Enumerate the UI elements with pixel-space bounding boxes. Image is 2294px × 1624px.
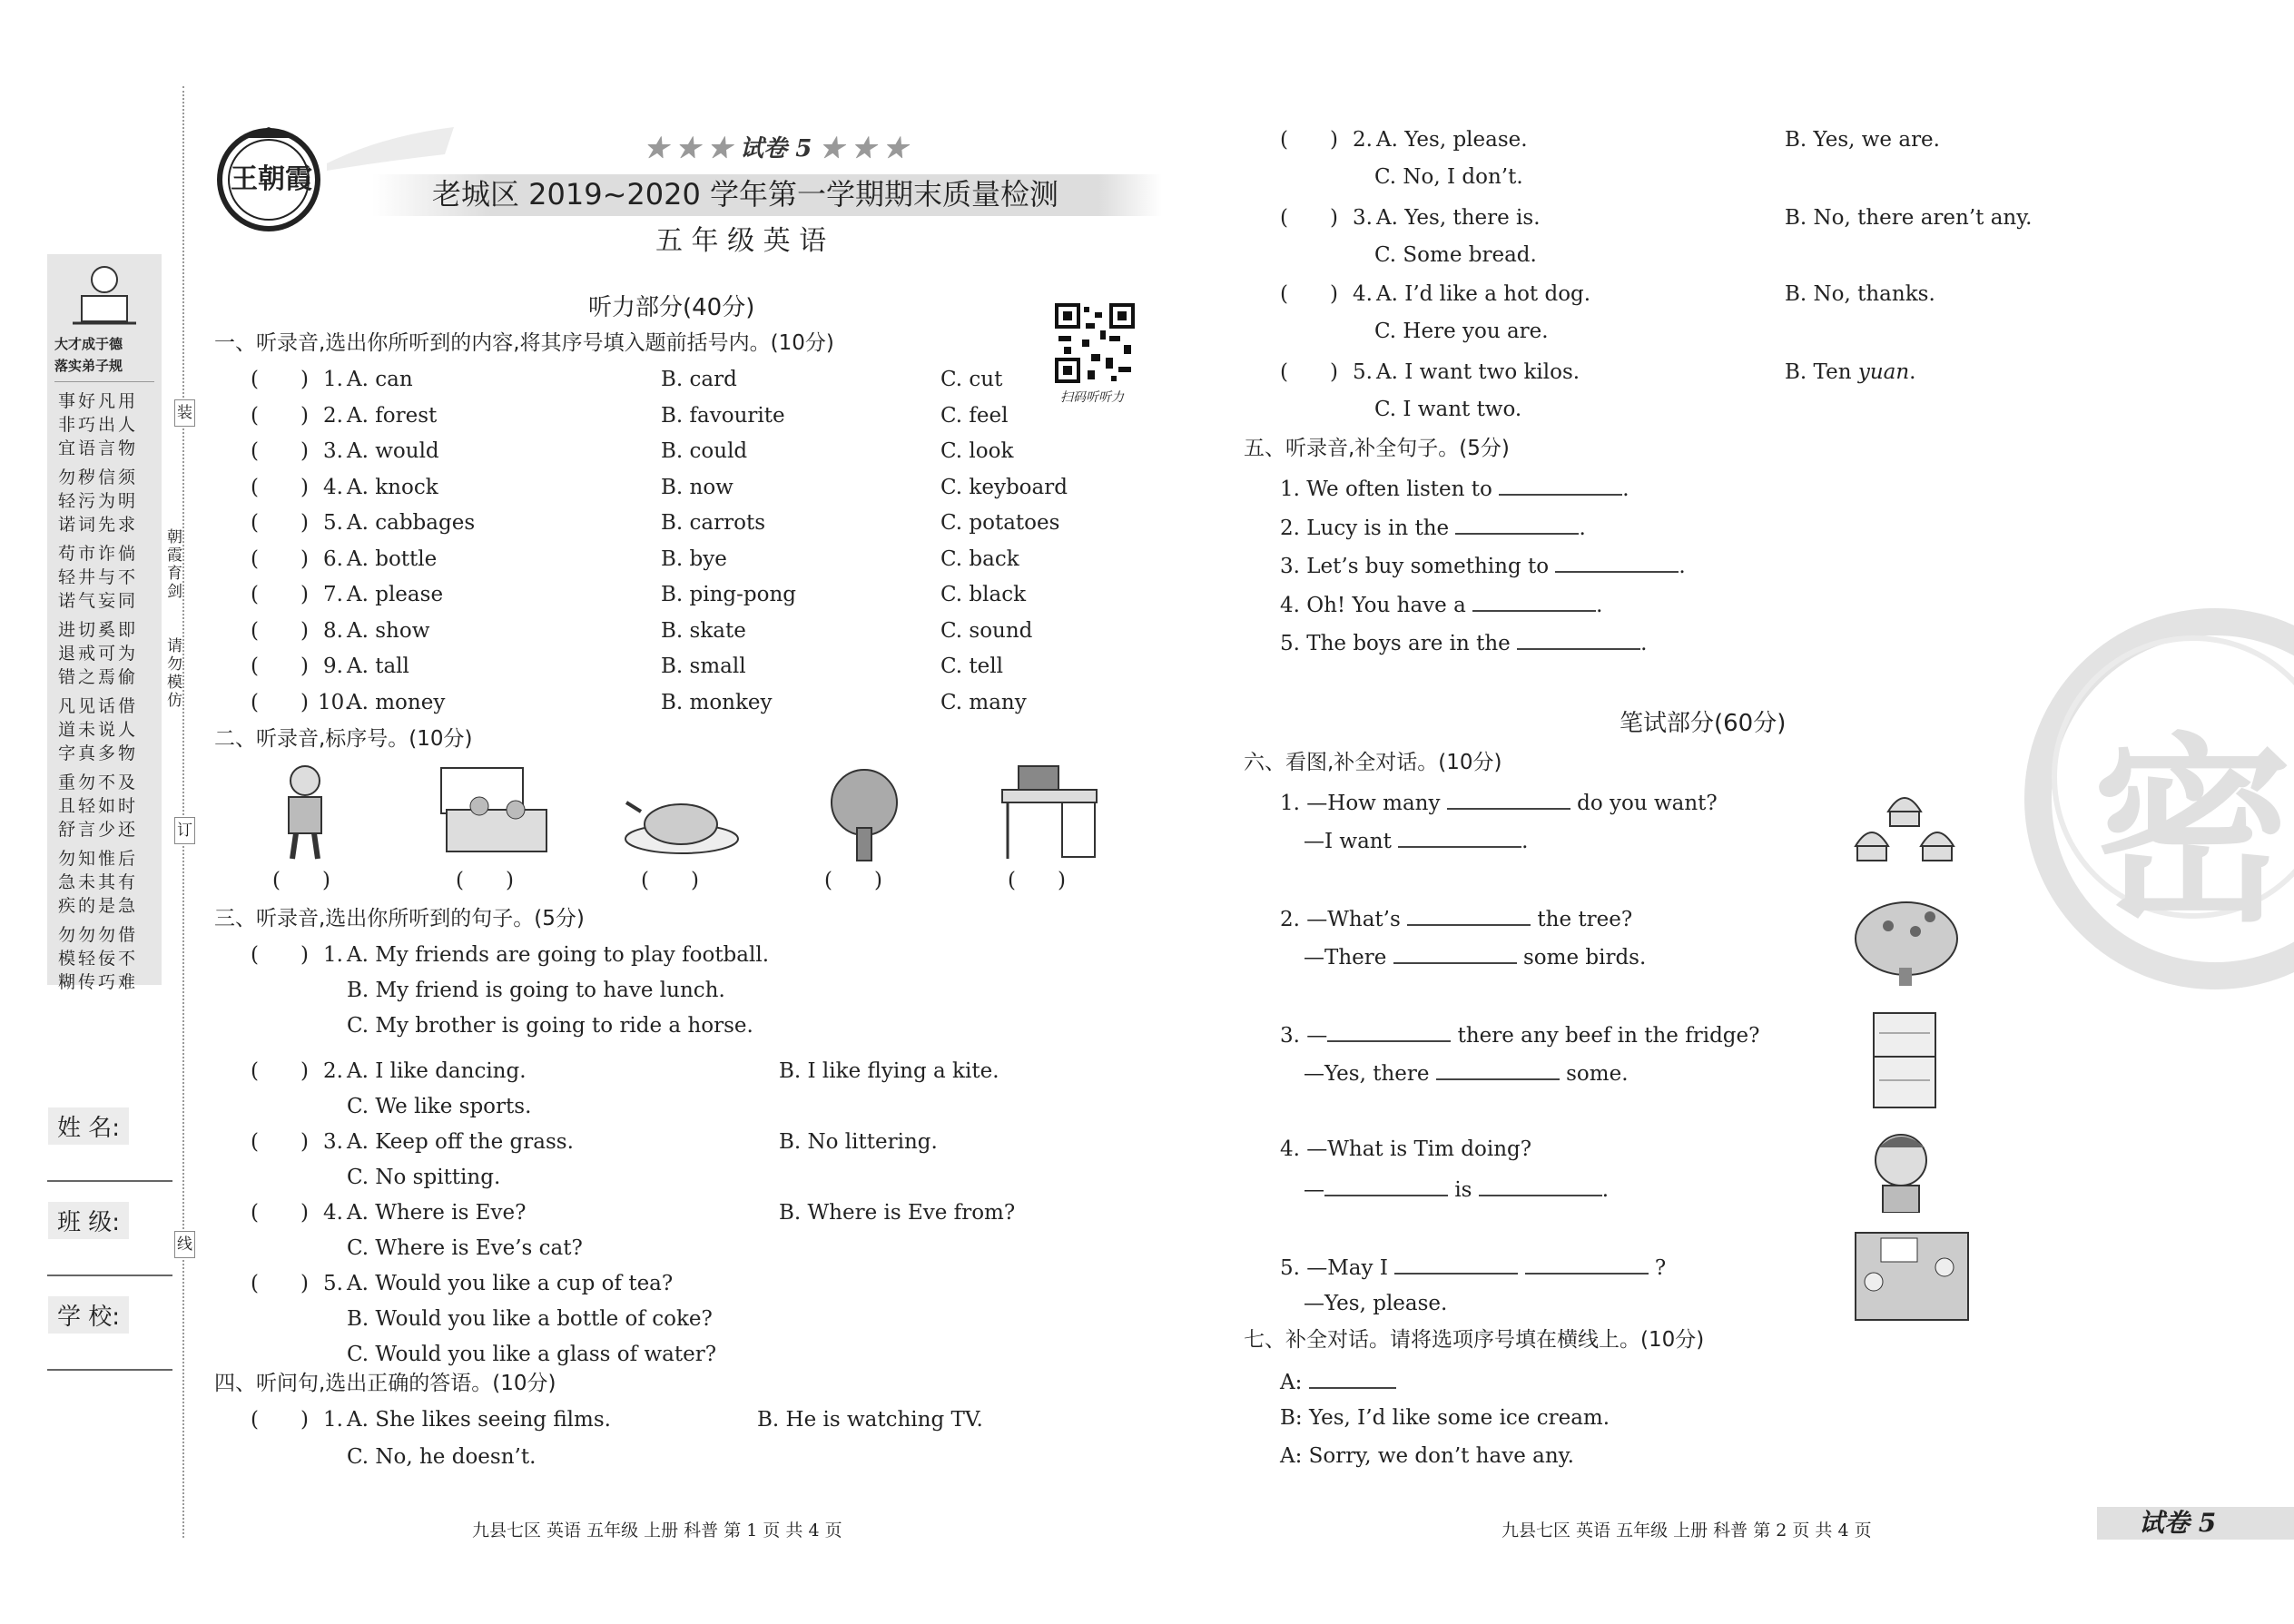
q3-num: 5.	[323, 1272, 343, 1295]
q1-num: 6.	[323, 546, 343, 571]
q4-option-b: B. Yes, we are.	[1785, 128, 1940, 152]
q5-title: 五、听录音,补全句子。(5分)	[1244, 437, 1510, 460]
q1-option-a: A. show	[347, 618, 430, 643]
q1-option-c: C. sound	[940, 618, 1033, 643]
q4-answer-bracket[interactable]: ( )	[1280, 128, 1338, 152]
q6-answer-line: —Yes, there some.	[1304, 1058, 1629, 1087]
q1-option-a: A. cabbages	[347, 511, 476, 535]
side-note-1: 朝霞育剑	[167, 528, 182, 601]
q4-num: 2.	[1353, 128, 1373, 152]
q2-answer-bracket[interactable]: ( )	[272, 869, 330, 892]
q2-answer-bracket[interactable]: ( )	[824, 869, 882, 892]
q4-answer-bracket[interactable]: ( )	[1280, 206, 1338, 230]
poem-line: 急未其有	[58, 872, 139, 892]
q6-question-line: 3. — there any beef in the fridge?	[1280, 1020, 1759, 1048]
q6-answer-blank[interactable]	[1393, 942, 1517, 964]
q3-option-a: A. My friends are going to play football.	[347, 943, 770, 967]
q5-sentence: 2. Lucy is in the .	[1280, 513, 1586, 541]
tree-birds-icon	[1852, 899, 1959, 986]
q4-option-c: C. I want two.	[1374, 398, 1522, 421]
q4-num: 4.	[1353, 282, 1373, 306]
q4-answer-bracket[interactable]: ( )	[1280, 282, 1338, 306]
q6-question-line: 1. —How many do you want?	[1280, 788, 1718, 816]
q2-answer-bracket[interactable]: ( )	[1008, 869, 1066, 892]
sidebar-motto-panel	[47, 254, 162, 992]
listening-title: 听力部分(40分)	[588, 294, 755, 321]
q1-answer-bracket[interactable]: ( )	[251, 655, 309, 678]
q3-option-c: C. My brother is going to ride a horse.	[347, 1014, 753, 1038]
q7-answer-blank[interactable]	[1309, 1367, 1396, 1389]
q1-option-a: A. knock	[347, 475, 438, 499]
poem-line: 凡见话借	[58, 696, 139, 716]
q4-option-a: A. I’d like a hot dog.	[1376, 282, 1591, 306]
q1-option-b: B. bye	[661, 546, 727, 571]
q1-option-b: B. favourite	[661, 403, 785, 428]
q4-option-c: C. No, he doesn’t.	[347, 1445, 537, 1469]
watermark-char: 密	[2092, 716, 2293, 949]
q1-num: 3.	[323, 439, 343, 463]
q3-num: 4.	[323, 1201, 343, 1225]
poem-line: 重勿不及	[58, 773, 139, 792]
q4-answer-bracket[interactable]: ( )	[251, 1408, 309, 1432]
q3-option-b: B. Where is Eve from?	[779, 1201, 1016, 1225]
q3-option-c: C. No spitting.	[347, 1166, 501, 1189]
q5-answer-blank[interactable]	[1499, 474, 1622, 496]
poem-line: 非巧出人	[58, 415, 139, 435]
name-field[interactable]	[47, 1180, 172, 1182]
q6-answer-line: —Yes, please.	[1304, 1292, 1448, 1315]
poem-line: 且轻如时	[58, 796, 139, 816]
q3-option-a: A. Would you like a cup of tea?	[347, 1272, 674, 1295]
footer-left: 九县七区 英语 五年级 上册 科普 第 1 页 共 4 页	[472, 1521, 842, 1540]
q4-option-b: B. No, thanks.	[1785, 282, 1935, 306]
q3-option-b: B. My friend is going to have lunch.	[347, 979, 725, 1002]
q3-answer-bracket[interactable]: ( )	[251, 1130, 309, 1154]
q7-dialogue-line: A: Sorry, we don’t have any.	[1280, 1444, 1574, 1468]
q6-question-line: 2. —What’s the tree?	[1280, 904, 1632, 932]
q1-option-a: A. forest	[347, 403, 438, 428]
q1-option-a: A. please	[347, 583, 444, 606]
q4-option-b: B. Ten yuan.	[1785, 360, 1916, 384]
q1-option-b: B. could	[661, 439, 748, 463]
q6-answer-blank[interactable]	[1324, 1175, 1448, 1196]
q6-answer-blank[interactable]	[1447, 788, 1570, 810]
q1-option-b: B. carrots	[661, 511, 765, 535]
q4-num: 5.	[1353, 360, 1373, 384]
q1-option-c: C. cut	[940, 368, 1003, 391]
q1-option-a: A. can	[347, 368, 413, 391]
q1-option-b: B. skate	[661, 618, 746, 643]
q3-option-b: B. I like flying a kite.	[779, 1059, 999, 1083]
q1-answer-bracket[interactable]: ( )	[251, 618, 309, 643]
q3-option-c: C. Where is Eve’s cat?	[347, 1236, 583, 1260]
class-field[interactable]	[47, 1275, 172, 1276]
q1-option-c: C. many	[940, 690, 1027, 714]
q1-option-b: B. monkey	[661, 690, 773, 714]
q6-answer-blank[interactable]	[1394, 1253, 1518, 1275]
desk-icon	[999, 764, 1100, 862]
qr-caption: 扫码听听力	[1060, 390, 1124, 405]
poem-line: 模轻佞不	[58, 949, 139, 969]
q6-answer-line: —There some birds.	[1304, 942, 1646, 970]
q4-option-a: A. I want two kilos.	[1376, 360, 1580, 384]
q3-option-c: C. We like sports.	[347, 1095, 532, 1118]
q1-option-c: C. look	[940, 439, 1014, 463]
q6-title: 六、看图,补全对话。(10分)	[1244, 751, 1502, 774]
q4-option-c: C. Some bread.	[1374, 243, 1537, 267]
q6-answer-blank[interactable]	[1436, 1058, 1560, 1080]
side-note-2: 请勿模仿	[167, 637, 182, 710]
q5-answer-blank[interactable]	[1517, 628, 1640, 650]
q1-num: 10.	[318, 690, 351, 714]
q1-num: 8.	[323, 618, 343, 643]
q4-option-a: A. Yes, there is.	[1376, 206, 1541, 230]
q1-title: 一、听录音,选出你所听到的内容,将其序号填入题前括号内。(10分)	[214, 331, 834, 355]
q5-sentence: 1. We often listen to .	[1280, 474, 1629, 502]
q3-option-b: B. No littering.	[779, 1130, 938, 1154]
q5-answer-blank[interactable]	[1472, 590, 1596, 612]
q1-answer-bracket[interactable]: ( )	[251, 583, 309, 606]
scholar-icon	[73, 260, 136, 332]
q3-answer-bracket[interactable]: ( )	[251, 1059, 309, 1083]
q3-answer-bracket[interactable]: ( )	[251, 1201, 309, 1225]
poem-line: 疾的是急	[58, 896, 139, 916]
q1-num: 9.	[323, 655, 343, 678]
q1-option-c: C. tell	[940, 655, 1003, 678]
q1-option-b: B. card	[661, 368, 737, 391]
exam-subject: 五 年 级 英 语	[655, 225, 827, 257]
poem-line: 勿知惟后	[58, 849, 139, 869]
q5-sentence: 3. Let’s buy something to .	[1280, 551, 1686, 579]
q5-sentence: 4. Oh! You have a .	[1280, 590, 1602, 618]
poem-line: 勿秽信须	[58, 468, 139, 487]
q1-answer-bracket[interactable]: ( )	[251, 439, 309, 463]
poem-line: 轻污为明	[58, 491, 139, 511]
q7-title: 七、补全对话。请将选项序号填在横线上。(10分)	[1244, 1328, 1705, 1352]
q5-answer-blank[interactable]	[1555, 551, 1679, 573]
series-label: ★ ★ ★ 试卷 5 ★ ★ ★	[645, 135, 908, 162]
q3-option-a: A. Keep off the grass.	[347, 1130, 574, 1154]
q4-option-a: A. She likes seeing films.	[347, 1408, 611, 1432]
poem-line: 舒言少还	[58, 820, 139, 840]
q3-option-c: C. Would you like a glass of water?	[347, 1343, 717, 1366]
poem-line: 勿勿勿借	[58, 925, 139, 945]
qr-code-icon[interactable]	[1055, 303, 1135, 383]
motto-2: 落实弟子规	[54, 358, 123, 374]
motto-1: 大才成于德	[54, 336, 123, 352]
q3-num: 2.	[323, 1059, 343, 1083]
q2-title: 二、听录音,标序号。(10分)	[214, 727, 473, 751]
poem-line: 退戒可为	[58, 644, 139, 664]
fridge-icon	[1870, 1011, 1939, 1111]
q4-option-c: C. Here you are.	[1374, 320, 1549, 343]
q4-option-b: B. No, there aren’t any.	[1785, 206, 2033, 230]
writing-title: 笔试部分(60分)	[1620, 710, 1787, 737]
q1-option-a: A. bottle	[347, 546, 438, 571]
school-field[interactable]	[47, 1369, 172, 1371]
q6-answer-blank[interactable]	[1525, 1253, 1649, 1275]
seal-char-2: 订	[174, 817, 195, 844]
q6-question-line: 4. —What is Tim doing?	[1280, 1137, 1532, 1161]
q1-option-b: B. small	[661, 655, 746, 678]
poem-line: 诺气妄同	[58, 591, 139, 611]
poem-line: 宜语言物	[58, 438, 139, 458]
q4-option-a: A. Yes, please.	[1376, 128, 1528, 152]
q3-option-a: A. Where is Eve?	[347, 1201, 527, 1225]
q3-option-b: B. Would you like a bottle of coke?	[347, 1307, 713, 1331]
q6-answer-blank[interactable]	[1398, 826, 1521, 848]
q6-answer-line: —I want .	[1304, 826, 1528, 854]
poem-line: 糊传巧难	[58, 972, 139, 992]
seal-char-3: 线	[174, 1231, 195, 1258]
classroom-icon	[438, 764, 552, 855]
binding-line	[182, 86, 184, 1538]
q1-option-b: B. now	[661, 475, 733, 499]
poem-line: 错之焉偷	[58, 667, 139, 687]
q2-answer-bracket[interactable]: ( )	[456, 869, 514, 892]
q7-dialogue-line: A:	[1280, 1367, 1396, 1395]
q2-answer-bracket[interactable]: ( )	[641, 869, 699, 892]
exam-title: 老城区 2019~2020 学年第一学期期末质量检测	[432, 177, 1059, 212]
q1-num: 1.	[323, 368, 343, 391]
poem-line: 苟市诈倘	[58, 544, 139, 564]
footer-right: 九县七区 英语 五年级 上册 科普 第 2 页 共 4 页	[1501, 1521, 1872, 1540]
q3-option-a: A. I like dancing.	[347, 1059, 527, 1083]
cupcakes-icon	[1852, 779, 1957, 868]
q3-num: 3.	[323, 1130, 343, 1154]
q1-answer-bracket[interactable]: ( )	[251, 690, 309, 714]
q6-answer-blank[interactable]	[1479, 1175, 1602, 1196]
q1-answer-bracket[interactable]: ( )	[251, 511, 309, 535]
q1-option-c: C. back	[940, 546, 1019, 571]
q1-num: 5.	[323, 511, 343, 535]
q6-answer-blank[interactable]	[1327, 1020, 1451, 1042]
person-icon	[269, 761, 341, 861]
q4-title: 四、听问句,选出正确的答语。(10分)	[214, 1372, 556, 1395]
name-label: 姓 名:	[48, 1107, 129, 1145]
q4-num: 3.	[1353, 206, 1373, 230]
seal-char-1: 装	[174, 399, 195, 427]
q6-answer-blank[interactable]	[1407, 904, 1531, 926]
q4-option-c: C. No, I don’t.	[1374, 165, 1523, 189]
poem-line: 诺词先求	[58, 515, 139, 535]
poem-line: 字真多物	[58, 743, 139, 763]
q1-answer-bracket[interactable]: ( )	[251, 475, 309, 499]
q1-option-c: C. keyboard	[940, 475, 1068, 499]
q6-answer-line: — is .	[1304, 1175, 1609, 1203]
q7-dialogue-line: B: Yes, I’d like some ice cream.	[1280, 1406, 1610, 1430]
tree-icon	[817, 768, 911, 862]
q4-answer-bracket[interactable]: ( )	[1280, 360, 1338, 384]
poem-line: 轻井与不	[58, 567, 139, 587]
poem-line: 道未说人	[58, 720, 139, 740]
room-icon	[1854, 1231, 1970, 1322]
q1-answer-bracket[interactable]: ( )	[251, 368, 309, 391]
logo-text: 王朝霞	[231, 163, 312, 195]
q3-num: 1.	[323, 943, 343, 967]
poem-line: 事好凡用	[58, 391, 139, 411]
q3-title: 三、听录音,选出你所听到的句子。(5分)	[214, 907, 585, 930]
q5-answer-blank[interactable]	[1455, 513, 1579, 535]
q1-num: 2.	[323, 403, 343, 428]
q1-answer-bracket[interactable]: ( )	[251, 403, 309, 428]
q1-option-c: C. feel	[940, 403, 1009, 428]
roast-chicken-icon	[623, 790, 741, 855]
q1-option-c: C. black	[940, 583, 1027, 606]
q4-num: 1.	[323, 1408, 343, 1432]
boy-eating-icon	[1865, 1129, 1944, 1213]
q1-option-a: A. tall	[347, 655, 409, 678]
q1-option-a: A. would	[347, 439, 439, 463]
q1-option-b: B. ping-pong	[661, 583, 797, 606]
q3-answer-bracket[interactable]: ( )	[251, 943, 309, 967]
q1-answer-bracket[interactable]: ( )	[251, 546, 309, 571]
q6-question-line: 5. —May I ?	[1280, 1253, 1666, 1281]
q5-sentence: 5. The boys are in the .	[1280, 628, 1647, 656]
q1-num: 4.	[323, 475, 343, 499]
q1-num: 7.	[323, 583, 343, 606]
footer-tab-label: 试卷 5	[2139, 1508, 2217, 1538]
q1-option-a: A. money	[347, 690, 446, 714]
class-label: 班 级:	[48, 1202, 129, 1239]
school-label: 学 校:	[48, 1296, 129, 1334]
q4-option-b: B. He is watching TV.	[757, 1408, 983, 1432]
q3-answer-bracket[interactable]: ( )	[251, 1272, 309, 1295]
ribbon-icon	[327, 127, 454, 172]
poem-line: 进切奚即	[58, 620, 139, 640]
q1-option-c: C. potatoes	[940, 511, 1060, 535]
